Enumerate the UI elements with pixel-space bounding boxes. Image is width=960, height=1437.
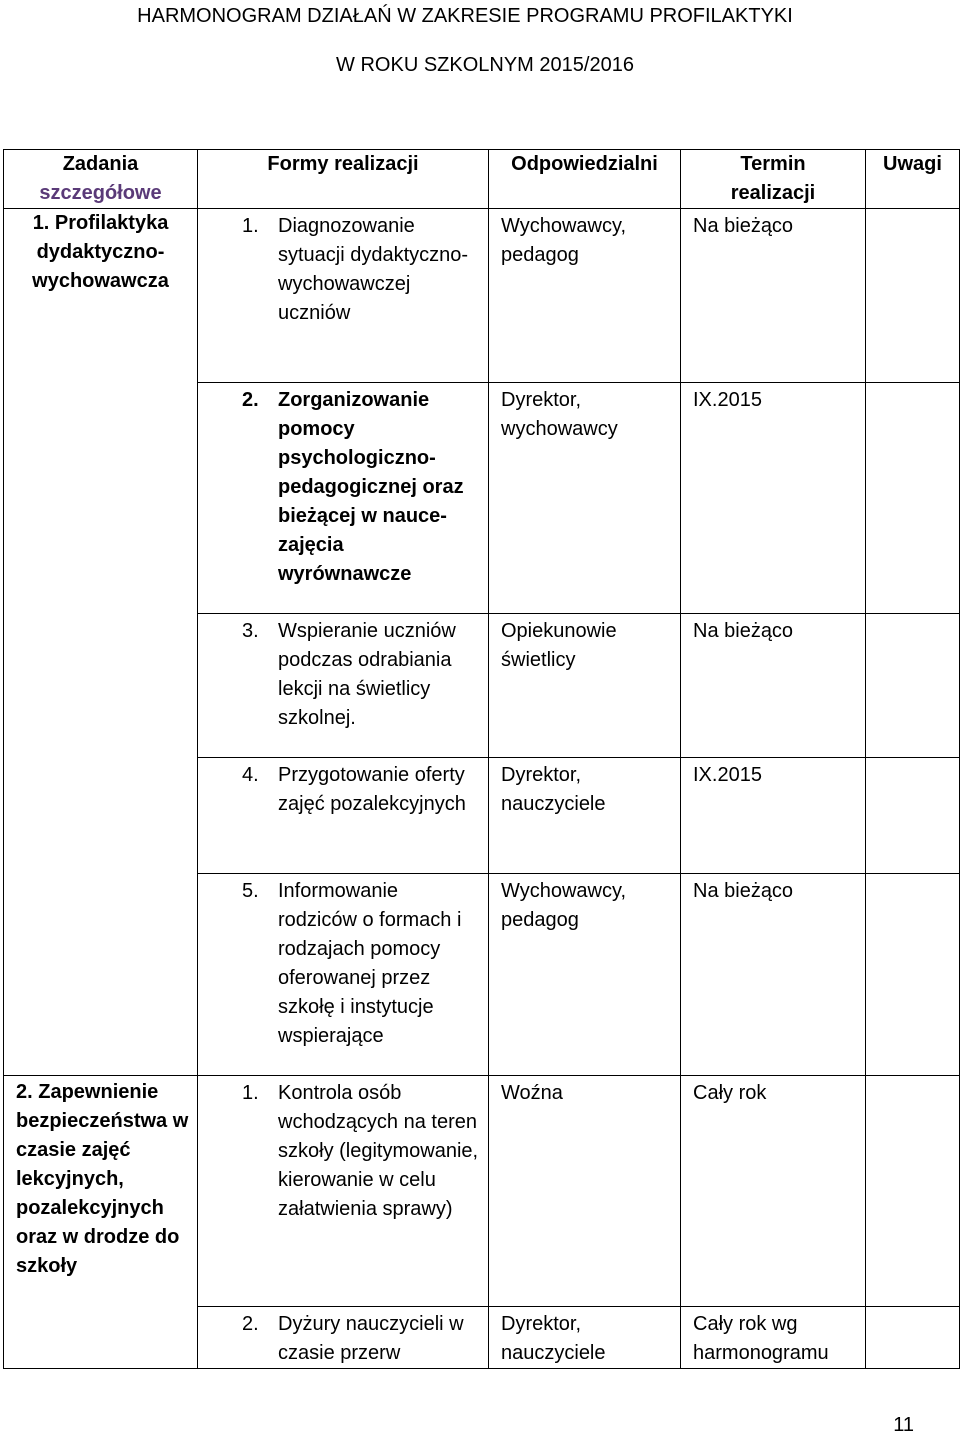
item-number: 3. [242,620,259,642]
responsible-cell: Dyrektor, nauczyciele [489,1307,681,1369]
header-notes-label: Uwagi [883,153,942,175]
notes-cell [866,1076,960,1307]
notes-cell [866,209,960,383]
notes-cell [866,874,960,1076]
form-text: Dyżury nauczycieli w czasie przerw [278,1313,464,1364]
form-text: Informowanie rodziców o formach i rodzajach pomocy oferowanej przez szkołę i instytucje wspierające [278,880,462,1047]
form-cell [198,1307,489,1369]
item-number: 5. [242,880,259,902]
table-row [4,1076,960,1307]
responsible-cell: Dyrektor, nauczyciele [489,758,681,874]
responsible-cell: Wychowawcy, pedagog [489,209,681,383]
responsible-cell: Opiekunowie świetlicy [489,614,681,758]
responsible-cell: Wychowawcy, pedagog [489,874,681,1076]
form-cell [198,758,489,874]
deadline-cell: Na bieżąco [681,614,866,758]
header-forms-label: Formy realizacji [267,153,419,175]
deadline-cell: Cały rok wg harmonogramu [681,1307,866,1369]
header-forms [198,150,489,209]
deadline-cell: Na bieżąco [681,209,866,383]
table-row [4,209,960,383]
form-text: Kontrola osób wchodzących na teren szkoły (legitymowanie, kierowanie w celu załatwienia sprawy) [278,1082,479,1220]
form-cell [198,1076,489,1307]
item-number: 2. [242,1313,259,1335]
header-tasks-line2: szczegółowe [39,182,162,204]
responsible-cell: Woźna [489,1076,681,1307]
header-deadline-line2: realizacji [730,182,816,204]
document-title: HARMONOGRAM DZIAŁAŃ W ZAKRESIE PROGRAMU PROFILAKTYKI [137,5,793,27]
document-subtitle: W ROKU SZKOLNYM 2015/2016 [336,54,634,76]
deadline-cell: IX.2015 [681,383,866,614]
page-number: 11 [893,1414,914,1436]
deadline-cell: Cały rok [681,1076,866,1307]
schedule-table [3,149,960,1369]
form-text: Przygotowanie oferty zajęć pozalekcyjnych [278,764,466,815]
header-tasks-line1: Zadania [62,153,139,175]
deadline-cell: Na bieżąco [681,874,866,1076]
header-tasks [4,150,198,209]
form-text: Wspieranie uczniów podczas odrabiania lekcji na świetlicy szkolnej. [278,620,456,729]
header-responsible [489,150,681,209]
item-number: 4. [242,764,259,786]
notes-cell [866,1307,960,1369]
item-number: 1. [242,215,259,237]
task-1-title: 1. Profilaktyka dydaktyczno-wychowawcza [32,212,169,292]
header-notes [866,150,960,209]
task-2-title: 2. Zapewnienie bezpieczeństwa w czasie zajęć lekcyjnych, pozalekcyjnych oraz w drodze do szkoły [16,1081,189,1277]
notes-cell [866,758,960,874]
notes-cell [866,614,960,758]
task-2-cell [4,1076,198,1369]
form-cell [198,614,489,758]
form-text: Zorganizowanie pomocy psychologiczno-pedagogicznej oraz bieżącej w nauce- zajęcia wyrównawcze [278,389,464,585]
header-responsible-label: Odpowiedzialni [511,153,658,175]
form-cell [198,874,489,1076]
form-cell [198,383,489,614]
item-number: 1. [242,1082,259,1104]
header-deadline-line1: Termin [740,153,806,175]
deadline-cell: IX.2015 [681,758,866,874]
notes-cell [866,383,960,614]
form-text: Diagnozowanie sytuacji dydaktyczno-wychowawczej uczniów [278,215,469,324]
item-number: 2. [242,389,259,411]
responsible-cell: Dyrektor, wychowawcy [489,383,681,614]
form-cell [198,209,489,383]
table-header-row [4,150,960,209]
header-deadline [681,150,866,209]
task-1-cell [4,209,198,1076]
